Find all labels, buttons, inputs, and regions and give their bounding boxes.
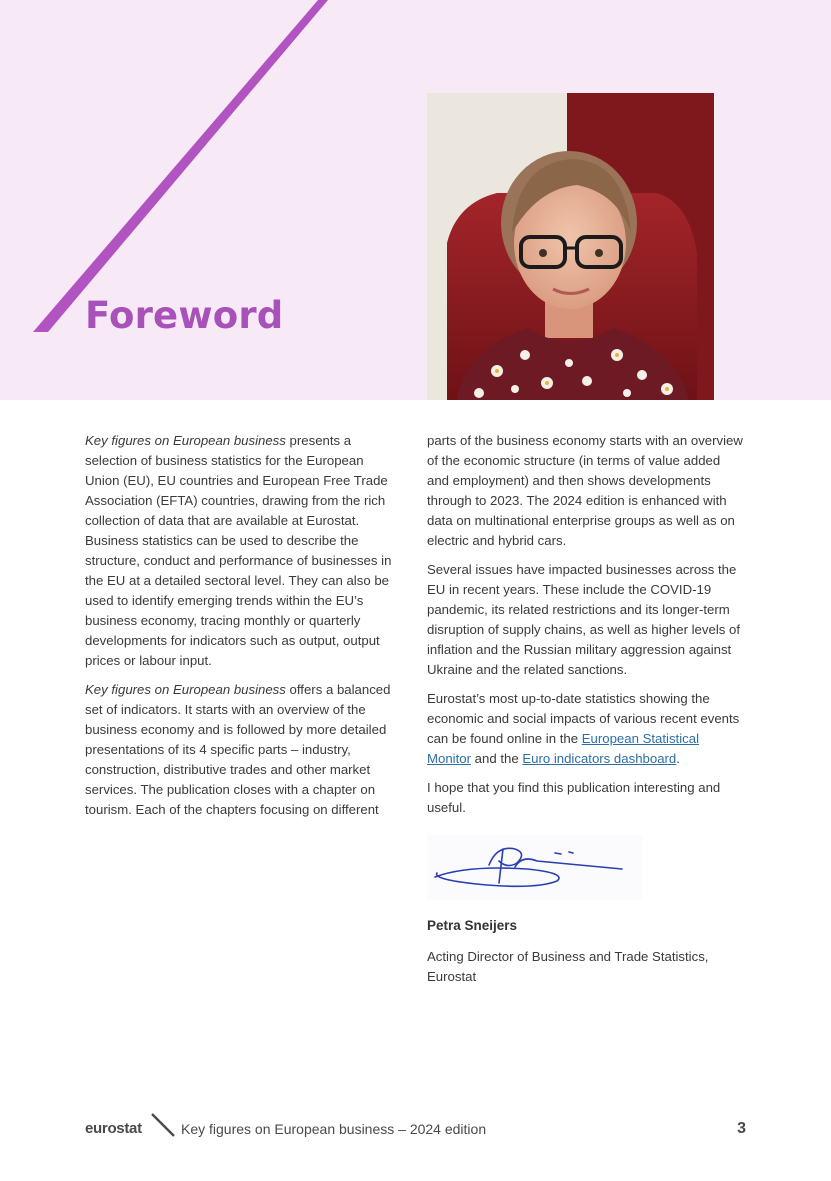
paragraph [427,689,745,769]
portrait-photo [427,93,714,400]
page-title: Foreword [85,294,284,337]
paragraph [85,680,395,820]
body-left-column [85,431,395,829]
paragraph-text: . [676,751,680,766]
signer-role: Acting Director of Business and Trade Statistics, Eurostat [427,949,709,984]
paragraph: I hope that you find this publication interesting and useful. [427,780,721,815]
page-number: 3 [737,1120,746,1137]
publication-title-italic: Key figures on European business [85,682,286,697]
european-statistical-monitor-link[interactable]: European Statistical Monitor [427,731,700,766]
paragraph-text: and the [470,751,523,766]
paragraph-text: Eurostat’s most up-to-date statistics showing the economic and social impacts of various recent events can be found online in the [427,691,740,746]
paragraph: parts of the business economy starts with an overview of the economic structure (in terms of value added and employment) and then shows developments through to 2023. The 2024 edition is enhanced with data on multinational enterprise groups as well as on electric and hybrid cars. [427,433,743,548]
page-footer [85,1112,750,1142]
handwritten-signature-icon [427,835,642,900]
signer-name: Petra Sneijers [427,918,518,933]
euro-indicators-dashboard-link[interactable]: Euro indicators dashboard [522,751,677,766]
paragraph: Several issues have impacted businesses across the EU in recent years. These include the COVID-19 pandemic, its related restrictions and its longer-term disruption of supply chains, as well as higher levels of inflation and the Russian military aggression against Ukraine and the related sanctions. [427,562,741,677]
eurostat-logo: eurostat [85,1120,142,1137]
publication-title-italic: Key figures on European business [85,433,286,448]
logo-slash-icon [149,1112,177,1138]
paragraph [85,431,395,671]
footer-publication-title: Key figures on European business – 2024 edition [181,1121,487,1137]
paragraph-text: presents a selection of business statistics for the European Union (EU), EU countries and European Free Trade Association (EFTA) countries, drawing from the rich collection of data that are available at Eurostat. Business statistics can be used to describe the structure, conduct and performance of businesses in the EU at a detailed sectoral level. They can also be used to identify emerging trends within the EU’s business economy, tracing monthly or quarterly developments for indicators such as output, output prices or labour input. [85,433,392,668]
body-right-column [427,431,745,827]
paragraph-text: offers a balanced set of indicators. It starts with an overview of the business economy and is followed by more detailed presentations of its 4 specific parts – industry, construction, distributive trades and other market services. The publication closes with a chapter on tourism. Each of the chapters focusing on different [85,682,391,817]
